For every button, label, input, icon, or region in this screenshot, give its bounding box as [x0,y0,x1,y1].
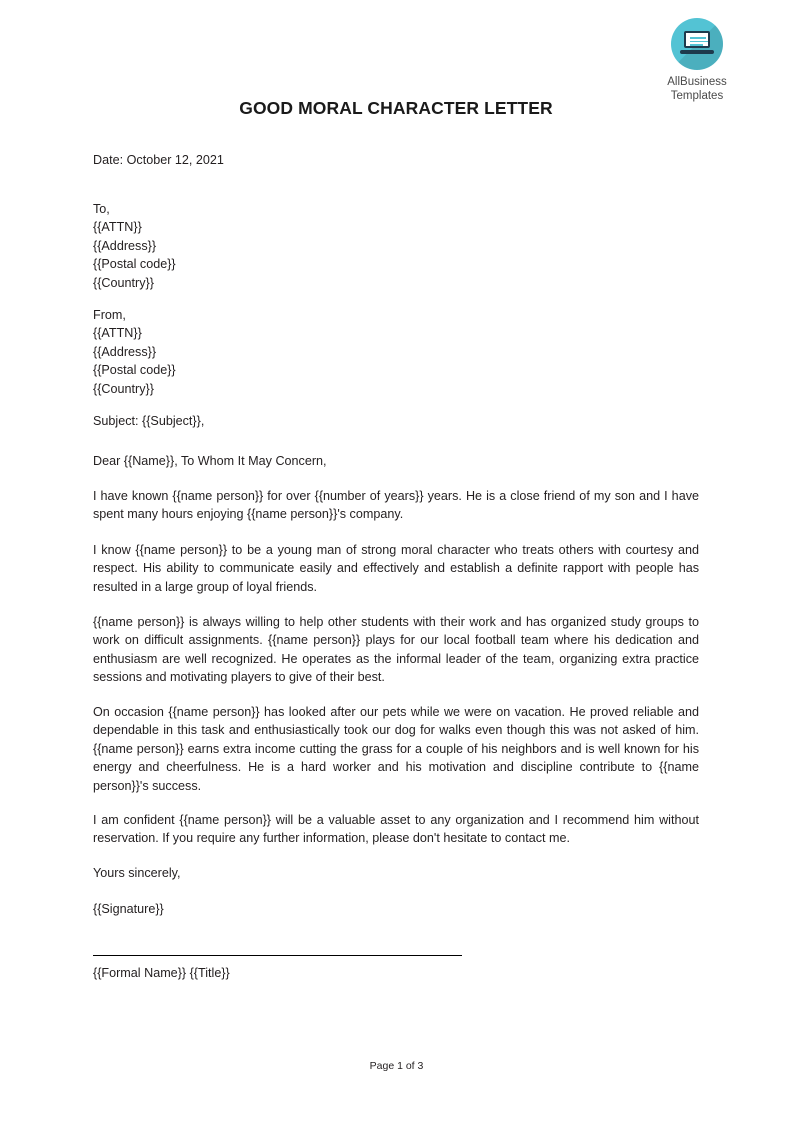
to-postal-code: {{Postal code}} [93,257,176,272]
recipient-address-block [93,200,699,292]
from-attn: {{ATTN}} [93,326,142,341]
laptop-screen [684,31,710,48]
logo-wordmark-line2: Templates [670,89,724,102]
page-title: GOOD MORAL CHARACTER LETTER [239,98,553,118]
from-postal-code: {{Postal code}} [93,363,176,378]
salutation-line: Dear {{Name}}, To Whom It May Concern, [93,454,327,468]
body-paragraph-2: I know {{name person}} to be a young man of strong moral character who treats others with courtesy and respect. His ability to communicate easily and effectively and establish a definite rapport with people has resulted in a large group of loyal friends. [93,543,699,594]
logo-wordmark-line1: AllBusiness [667,76,727,88]
subject-line: Subject: {{Subject}}, [93,414,205,428]
signature-placeholder: {{Signature}} [93,902,164,916]
sender-address-block [93,306,699,398]
date-line: Date: October 12, 2021 [93,153,224,167]
to-country: {{Country}} [93,275,154,290]
to-attn: {{ATTN}} [93,220,142,235]
laptop-screen-line [690,37,706,39]
body-paragraph-4: On occasion {{name person}} has looked after our pets while we were on vacation. He proved reliable and dependable in this task and enthusiastically took our dog for walks even though this was not asked of him. {{name person}} earns extra income cutting the grass for a couple of his neighbors and is well known for his energy and cheerfulness. He is a hard worker and his motivation and discipline contribute to {{name person}}'s success. [93,705,699,793]
to-label: To, [93,202,110,216]
from-country: {{Country}} [93,381,154,396]
allbusiness-templates-logo [649,18,745,103]
closing-line: Yours sincerely, [93,866,181,880]
body-paragraph-3: {{name person}} is always willing to help other students with their work and has organized study groups to work on difficult assignments. {{name person}} plays for our local football team where his dedication and enthusiasm are well recognized. He operates as the informal leader of the team, organizing extra practice sessions and motivating players to give of their best. [93,615,699,685]
page-footer: Page 1 of 3 [369,1060,424,1072]
from-address: {{Address}} [93,344,157,359]
laptop-screen-line [690,44,703,46]
formal-name-line: {{Formal Name}} {{Title}} [93,966,230,980]
body-paragraph-5: I am confident {{name person}} will be a valuable asset to any organization and I recommend him without reservation. If you require any further information, please don't hesitate to contact me. [93,813,699,846]
body-paragraph-1: I have known {{name person}} for over {{number of years}} years. He is a close friend of my son and I have spent many hours enjoying {{name person}}'s company. [93,489,699,522]
from-label: From, [93,308,126,322]
to-address: {{Address}} [93,238,157,253]
laptop-icon [671,18,723,70]
laptop-screen-line [690,41,708,43]
laptop-base [680,50,714,54]
laptop-glyph [680,31,714,57]
signature-rule [93,955,462,956]
